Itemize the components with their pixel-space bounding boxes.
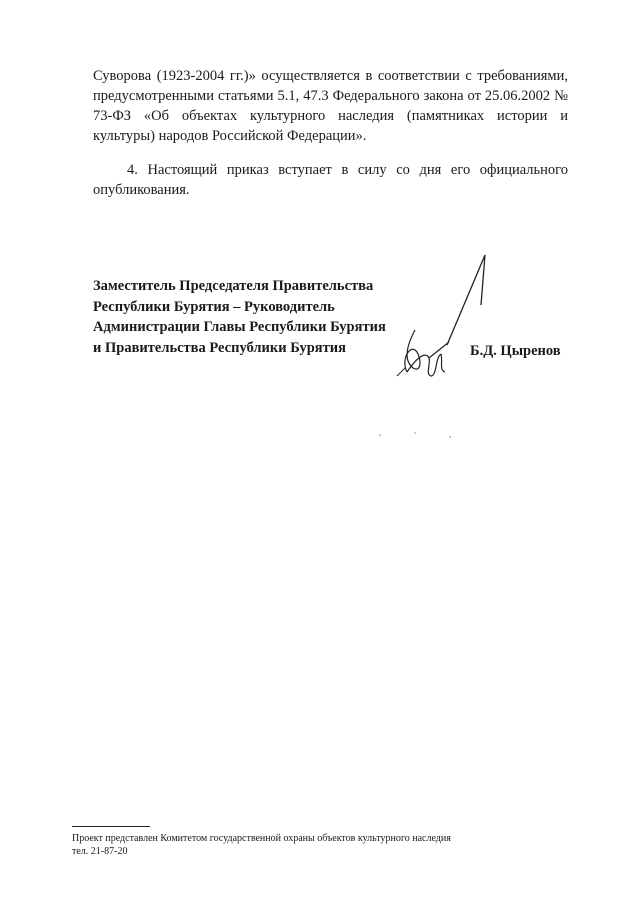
signatory-name: Б.Д. Цыренов bbox=[470, 343, 561, 359]
scan-speckles bbox=[360, 425, 460, 445]
footnote bbox=[72, 832, 451, 858]
footnote-line-2: тел. 21-87-20 bbox=[72, 846, 128, 857]
signatory-title bbox=[93, 276, 423, 358]
body-paragraph-1: Суворова (1923-2004 гг.)» осуществляется в соответствии с требованиями, предусмотренными статьями 5.1, 47.3 Федерального закона от 25.06.2002 № 73-ФЗ «Об объектах культурного наследия (памятниках истории и культуры) народов Российской Федерации». bbox=[93, 68, 568, 144]
footnote-divider bbox=[72, 826, 150, 827]
body-paragraph-2: 4. Настоящий приказ вступает в силу со дня его официального опубликования. bbox=[93, 162, 568, 198]
signatory-title-line: Администрации Главы Республики Бурятия bbox=[93, 319, 386, 335]
signatory-title-line: Республики Бурятия – Руководитель bbox=[93, 298, 335, 315]
handwritten-signature bbox=[385, 250, 495, 390]
signatory-title-line: и Правительства Республики Бурятия bbox=[93, 339, 346, 356]
footnote-line-1: Проект представлен Комитетом государственной охраны объектов культурного наследия bbox=[72, 833, 451, 844]
signatory-title-line: Заместитель Председателя Правительства bbox=[93, 278, 374, 294]
